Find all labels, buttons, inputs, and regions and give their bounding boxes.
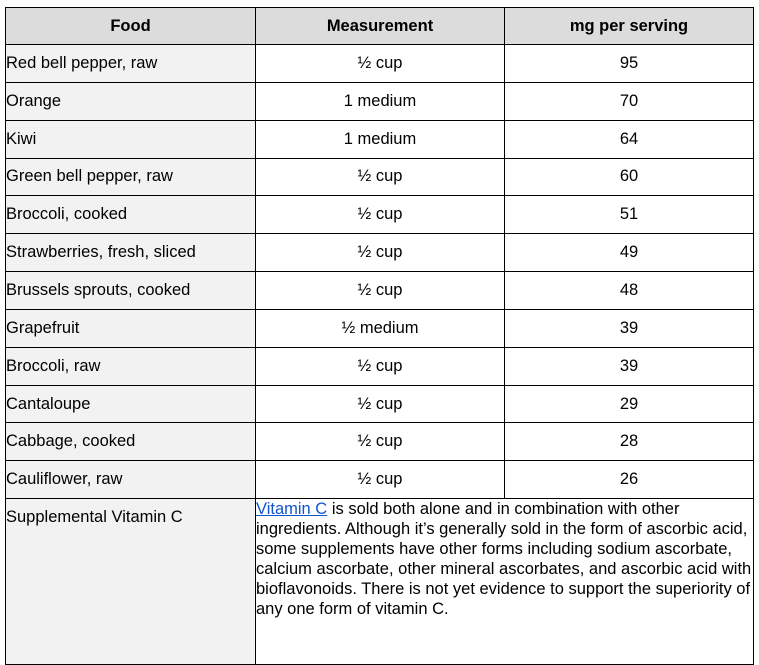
header-food: Food xyxy=(6,8,256,45)
supplemental-description: is sold both alone and in combination with other ingredients. Although it’s generally sold in the form of ascorbic acid, some supplements have other forms including sodium ascorbate, calcium ascorbate, other mineral ascorbates, and ascorbic acid with bioflavonoids. There is not yet evidence to support the superiority of any one form of vitamin C. xyxy=(256,500,752,619)
table-row xyxy=(6,423,754,461)
table-row xyxy=(6,385,754,423)
table-row xyxy=(6,45,754,83)
table-row xyxy=(6,461,754,499)
table-row xyxy=(6,120,754,158)
mg-cell: 51 xyxy=(505,196,754,234)
food-cell: Kiwi xyxy=(6,120,256,158)
mg-cell: 29 xyxy=(505,385,754,423)
measurement-cell: ½ cup xyxy=(256,461,505,499)
food-cell: Cauliflower, raw xyxy=(6,461,256,499)
food-cell: Cabbage, cooked xyxy=(6,423,256,461)
food-cell: Broccoli, cooked xyxy=(6,196,256,234)
table-row xyxy=(6,82,754,120)
food-cell: Red bell pepper, raw xyxy=(6,45,256,83)
supplemental-row xyxy=(6,499,754,665)
mg-cell: 60 xyxy=(505,158,754,196)
food-cell: Strawberries, fresh, sliced xyxy=(6,234,256,272)
mg-cell: 39 xyxy=(505,347,754,385)
vitamin-c-link[interactable]: Vitamin C xyxy=(256,500,328,519)
food-cell: Cantaloupe xyxy=(6,385,256,423)
supplemental-label: Supplemental Vitamin C xyxy=(6,499,256,665)
table-row xyxy=(6,158,754,196)
measurement-cell: ½ cup xyxy=(256,347,505,385)
measurement-cell: ½ cup xyxy=(256,272,505,310)
table-row xyxy=(6,309,754,347)
measurement-cell: 1 medium xyxy=(256,82,505,120)
mg-cell: 64 xyxy=(505,120,754,158)
mg-cell: 70 xyxy=(505,82,754,120)
measurement-cell: ½ cup xyxy=(256,423,505,461)
table-row xyxy=(6,347,754,385)
measurement-cell: ½ cup xyxy=(256,385,505,423)
measurement-cell: ½ cup xyxy=(256,45,505,83)
mg-cell: 26 xyxy=(505,461,754,499)
header-row xyxy=(6,8,754,45)
food-cell: Green bell pepper, raw xyxy=(6,158,256,196)
measurement-cell: 1 medium xyxy=(256,120,505,158)
food-cell: Broccoli, raw xyxy=(6,347,256,385)
table-row xyxy=(6,234,754,272)
food-cell: Brussels sprouts, cooked xyxy=(6,272,256,310)
table-row xyxy=(6,272,754,310)
food-cell: Orange xyxy=(6,82,256,120)
mg-cell: 49 xyxy=(505,234,754,272)
mg-cell: 48 xyxy=(505,272,754,310)
food-cell: Grapefruit xyxy=(6,309,256,347)
header-measurement: Measurement xyxy=(256,8,505,45)
measurement-cell: ½ cup xyxy=(256,234,505,272)
mg-cell: 95 xyxy=(505,45,754,83)
measurement-cell: ½ cup xyxy=(256,158,505,196)
mg-cell: 39 xyxy=(505,309,754,347)
header-mg-per-serving: mg per serving xyxy=(505,8,754,45)
supplemental-description-cell xyxy=(256,499,754,665)
table-row xyxy=(6,196,754,234)
measurement-cell: ½ cup xyxy=(256,196,505,234)
vitamin-c-table xyxy=(5,7,754,665)
measurement-cell: ½ medium xyxy=(256,309,505,347)
mg-cell: 28 xyxy=(505,423,754,461)
